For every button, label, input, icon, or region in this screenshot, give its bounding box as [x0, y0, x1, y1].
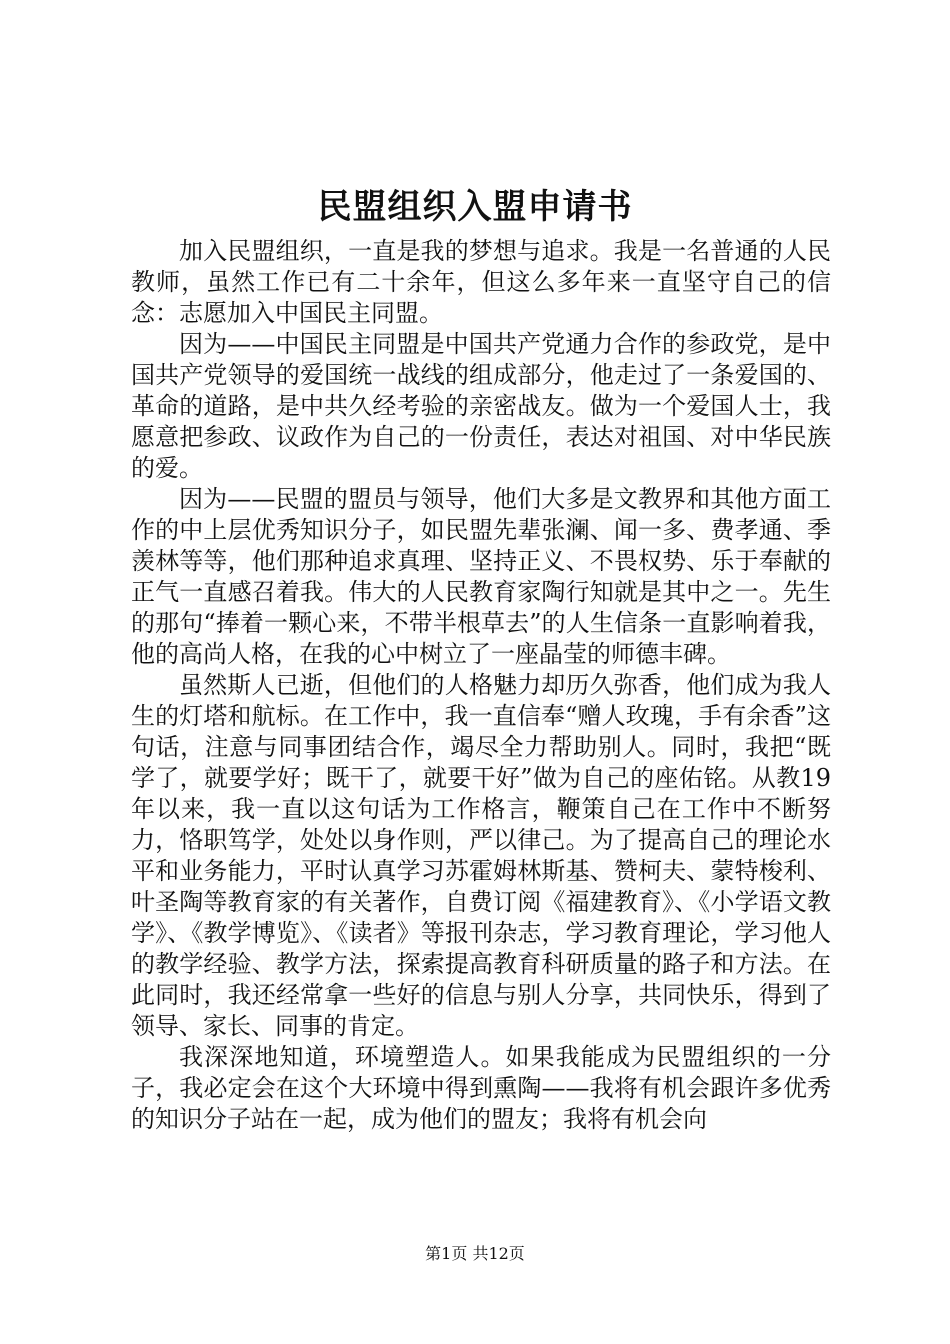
paragraph: 因为——民盟的盟员与领导，他们大多是文教界和其他方面工作的中上层优秀知识分子，如民盟先辈张澜、闻一多、费孝通、季羡林等等，他们那种追求真理、坚持正义、不畏权势、乐于奉献的正气一直感召着我。伟大的人民教育家陶行知就是其中之一。先生的那句“捧着一颗心来，不带半根草去”的人生信条一直影响着我，他的高尚人格，在我的心中树立了一座晶莹的师德丰碑。 [131, 485, 831, 668]
document-body [131, 236, 831, 1135]
document-title: 民盟组织入盟申请书 [317, 187, 633, 227]
paragraph: 我深深地知道，环境塑造人。如果我能成为民盟组织的一分子，我必定会在这个大环境中得到熏陶——我将有机会跟许多优秀的知识分子站在一起，成为他们的盟友；我将有机会向 [131, 1043, 831, 1133]
paragraph: 因为——中国民主同盟是中国共产党通力合作的参政党，是中国共产党领导的爱国统一战线的组成部分，他走过了一条爱国的、革命的道路，是中共久经考验的亲密战友。做为一个爱国人士，我愿意把参政、议政作为自己的一份责任，表达对祖国、对中华民族的爱。 [131, 330, 831, 482]
paragraph: 加入民盟组织，一直是我的梦想与追求。我是一名普通的人民教师，虽然工作已有二十余年，但这么多年来一直坚守自己的信念：志愿加入中国民主同盟。 [131, 237, 831, 327]
paragraph: 虽然斯人已逝，但他们的人格魅力却历久弥香，他们成为我人生的灯塔和航标。在工作中，我一直信奉“赠人玫瑰，手有余香”这句话，注意与同事团结合作，竭尽全力帮助别人。同时，我把“既学了，就要学好；既干了，就要干好”做为自己的座佑铭。从教19年以来，我一直以这句话为工作格言，鞭策自己在工作中不断努力，恪职笃学，处处以身作则，严以律己。为了提高自己的理论水平和业务能力，平时认真学习苏霍姆林斯基、赞柯夫、蒙特梭利、叶圣陶等教育家的有关著作，自费订阅《福建教育》、《小学语文教学》、《教学博览》、《读者》等报刊杂志，学习教育理论，学习他人的教学经验、教学方法，探索提高教育科研质量的路子和方法。在此同时，我还经常拿一些好的信息与别人分享，共同快乐，得到了领导、家长、同事的肯定。 [131, 671, 831, 1040]
page-number-footer: 第1页 共12页 [425, 1244, 525, 1263]
